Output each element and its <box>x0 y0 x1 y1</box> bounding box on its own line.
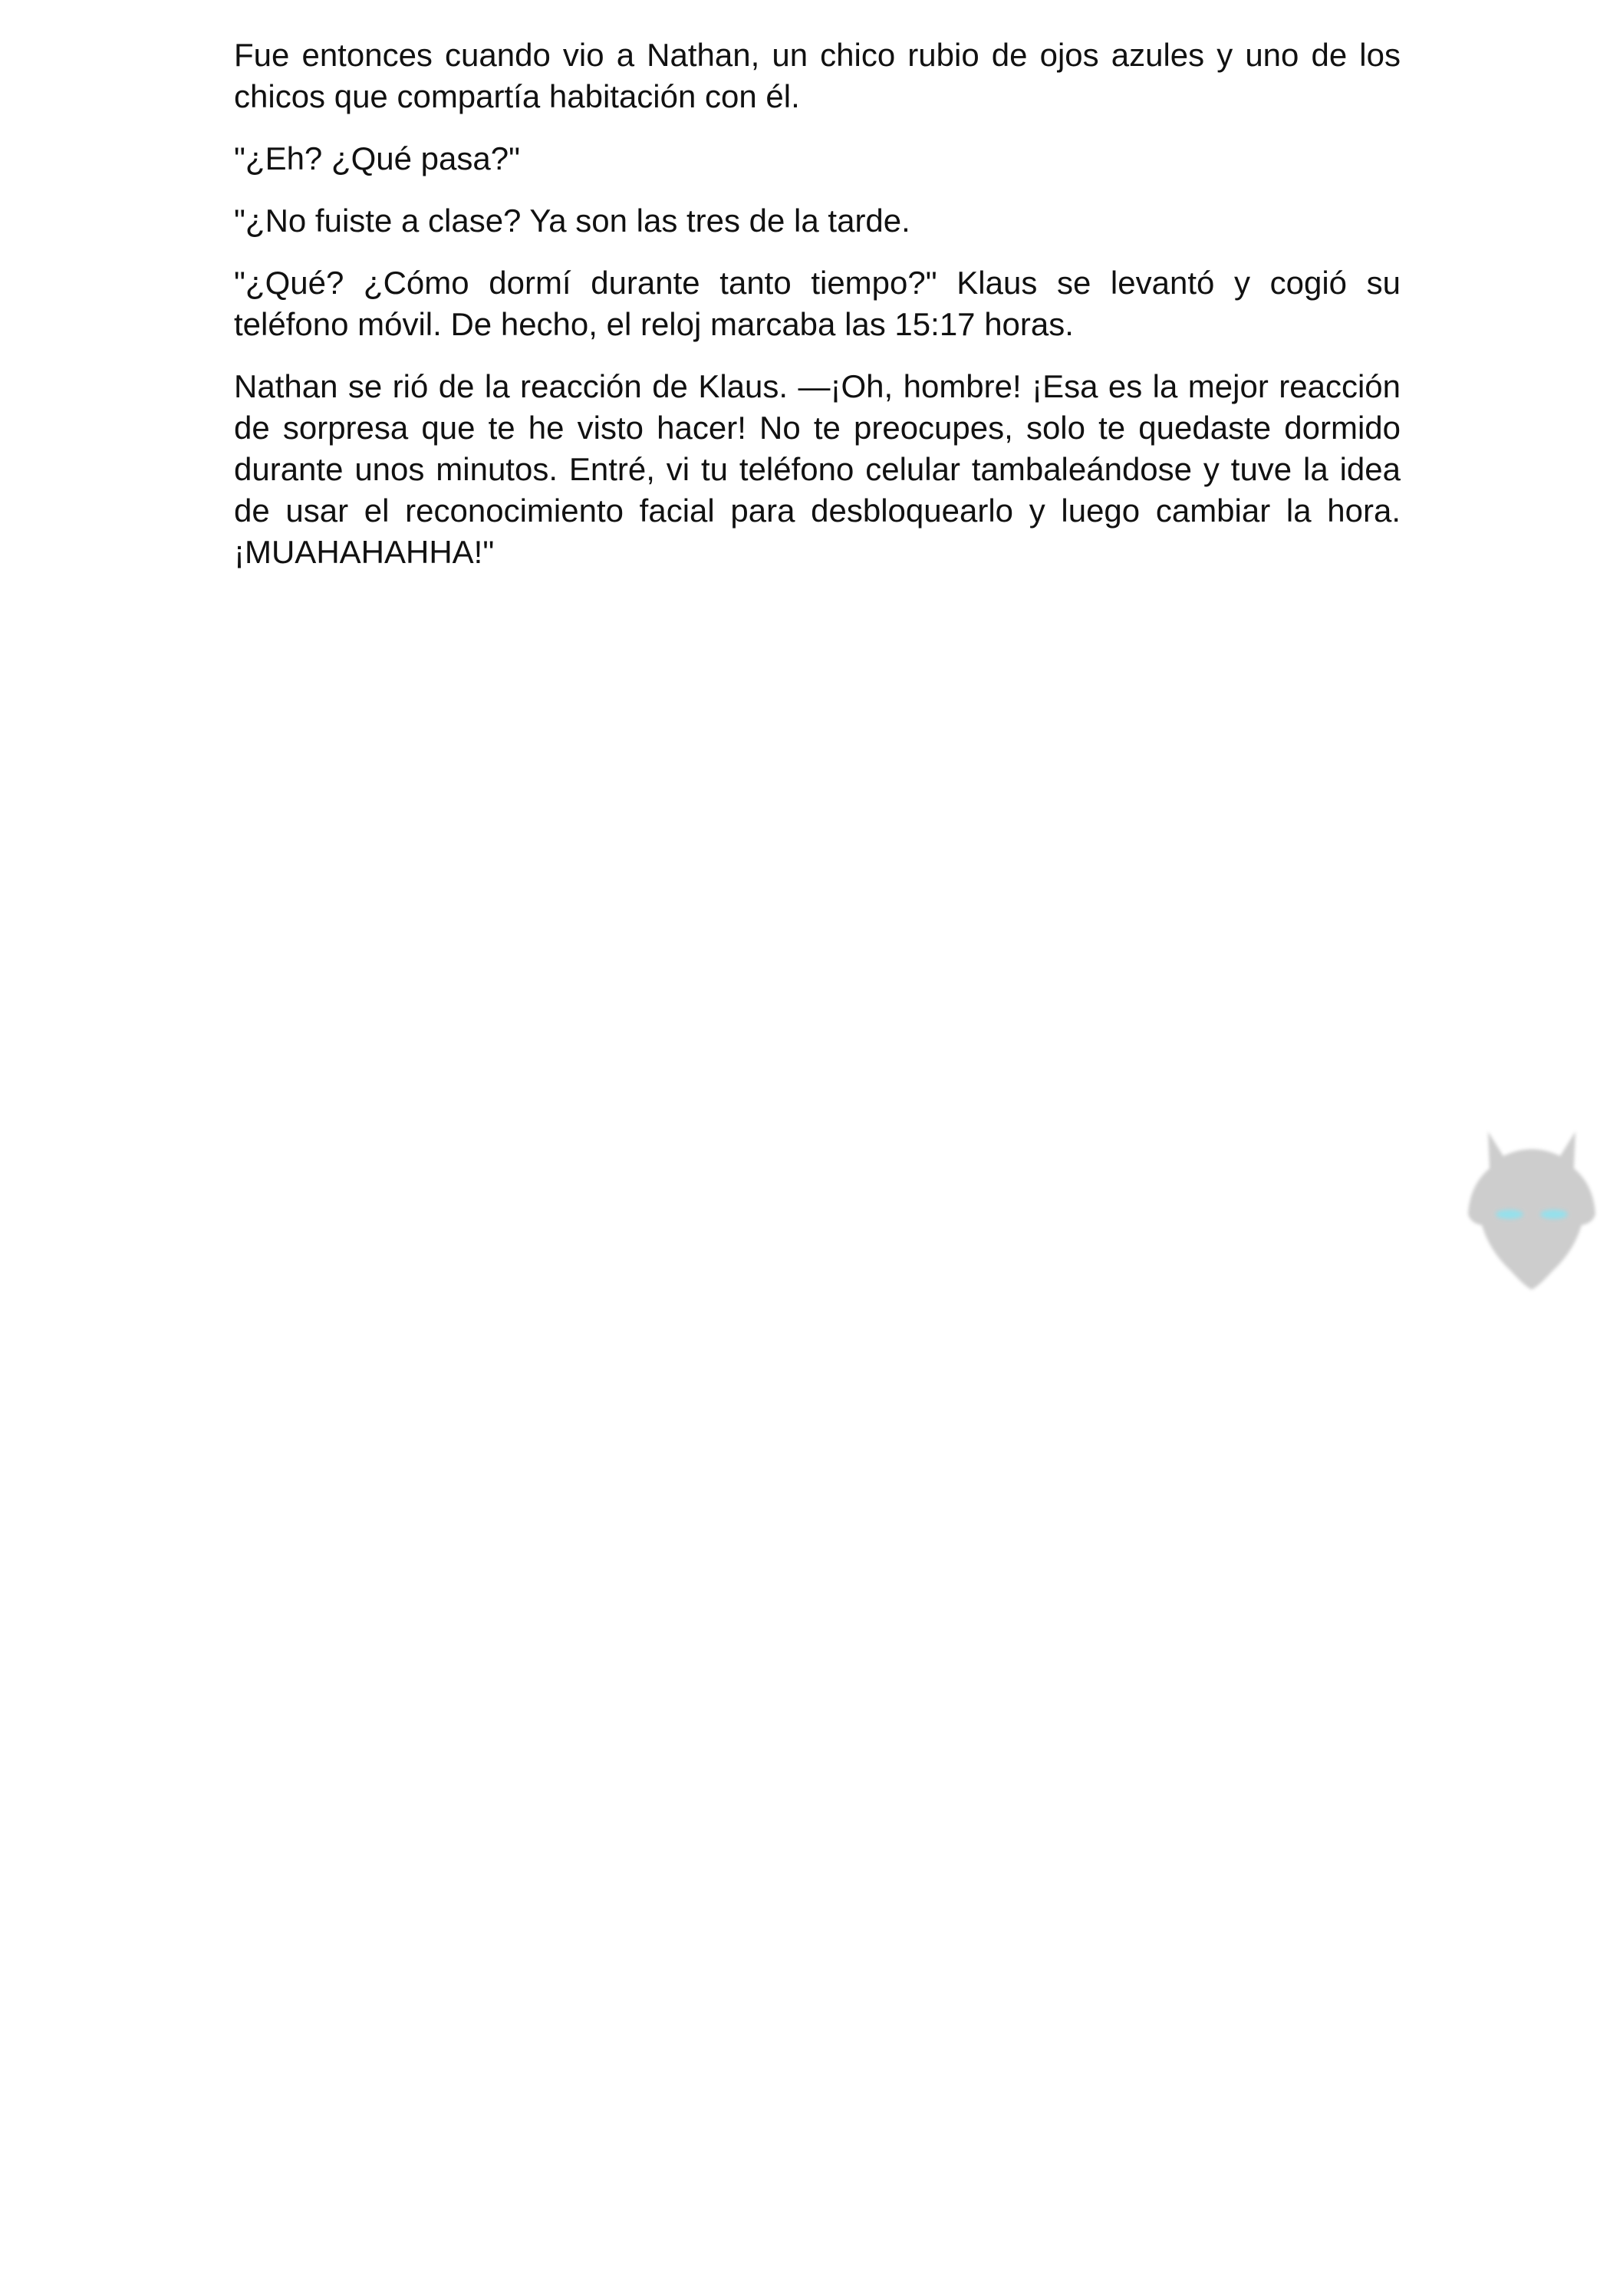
paragraph-5: Nathan se rió de la reacción de Klaus. —¡Oh, hombre! ¡Esa es la mejor reacción de sorpresa que te he visto hacer! No te preocupes, solo te quedaste dormido durante unos minutos. Entré, vi tu teléfono celular tambaleándose y tuve la idea de usar el reconocimiento facial para desbloquearlo y luego cambiar la hora. ¡MUAHAHAHHA!" <box>234 368 1401 570</box>
demon-head-icon <box>1459 1124 1605 1300</box>
story-text <box>234 35 1401 594</box>
paragraph-4: "¿Qué? ¿Cómo dormí durante tanto tiempo?" Klaus se levantó y cogió su teléfono móvil. De hecho, el reloj marcaba las 15:17 horas. <box>234 265 1401 342</box>
paragraph-1: Fue entonces cuando vio a Nathan, un chico rubio de ojos azules y uno de los chicos que compartía habitación con él. <box>234 37 1401 114</box>
paragraph-2: "¿Eh? ¿Qué pasa?" <box>234 140 521 176</box>
paragraph-3: "¿No fuiste a clase? Ya son las tres de la tarde. <box>234 203 910 239</box>
